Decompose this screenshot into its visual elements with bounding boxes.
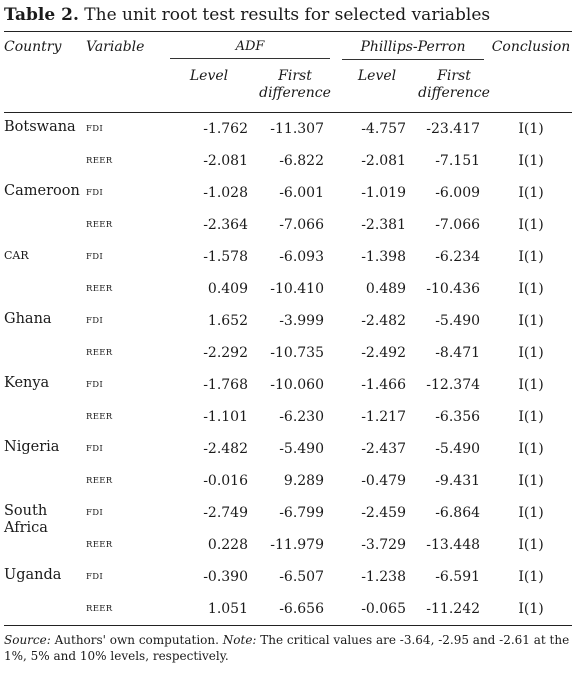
table-row bbox=[4, 497, 572, 529]
country-cell: CAR bbox=[4, 249, 29, 262]
variable-cell: FDI bbox=[86, 124, 103, 134]
adf-level-cell: -1.768 bbox=[203, 377, 248, 393]
adf-first-diff-cell: -6.093 bbox=[279, 249, 324, 265]
variable-cell: REER bbox=[86, 540, 113, 550]
table-row bbox=[4, 465, 572, 497]
table-body bbox=[4, 113, 572, 625]
country-cell: Kenya bbox=[4, 375, 50, 391]
adf-first-diff-cell: -6.822 bbox=[279, 153, 324, 169]
pp-first-diff-cell: -23.417 bbox=[426, 121, 481, 137]
conclusion-cell: I(1) bbox=[518, 377, 544, 393]
table-row bbox=[4, 177, 572, 209]
country-cell: Uganda bbox=[4, 567, 62, 583]
country-cell: South Africa bbox=[4, 503, 48, 536]
table-row bbox=[4, 529, 572, 561]
adf-first-diff-cell: -6.001 bbox=[279, 185, 324, 201]
header-adf: ADF bbox=[170, 35, 330, 59]
pp-first-diff-cell: -5.490 bbox=[435, 441, 481, 457]
conclusion-cell: I(1) bbox=[518, 569, 544, 585]
conclusion-cell: I(1) bbox=[518, 505, 544, 521]
conclusion-cell: I(1) bbox=[518, 217, 544, 233]
country-cell: Cameroon bbox=[4, 183, 80, 199]
variable-cell: FDI bbox=[86, 188, 103, 198]
table-row bbox=[4, 305, 572, 337]
table-row bbox=[4, 241, 572, 273]
table-label: Table 2. bbox=[4, 5, 79, 25]
header-adf-level: Level bbox=[189, 68, 229, 84]
conclusion-cell: I(1) bbox=[518, 537, 544, 553]
table-row bbox=[4, 113, 572, 145]
pp-first-diff-cell: -7.066 bbox=[435, 217, 481, 233]
adf-level-cell: -1.028 bbox=[203, 185, 248, 201]
conclusion-cell: I(1) bbox=[518, 185, 544, 201]
adf-first-diff-cell: -6.507 bbox=[279, 569, 324, 585]
header-conclusion: Conclusion bbox=[491, 39, 571, 55]
pp-level-cell: -2.081 bbox=[361, 153, 406, 169]
conclusion-cell: I(1) bbox=[518, 121, 544, 137]
pp-level-cell: -4.757 bbox=[361, 121, 406, 137]
note-text: The critical values are -3.64, -2.95 and -2.61 at the 1%, 5% and 10% levels, respectively. bbox=[4, 633, 570, 663]
adf-first-diff-cell: -11.307 bbox=[270, 121, 324, 137]
pp-level-cell: -0.065 bbox=[361, 601, 406, 617]
adf-first-diff-cell: -7.066 bbox=[279, 217, 324, 233]
pp-first-diff-cell: -11.242 bbox=[426, 601, 481, 617]
adf-level-cell: -1.762 bbox=[203, 121, 248, 137]
adf-level-cell: -0.016 bbox=[203, 473, 248, 489]
adf-first-diff-cell: -10.060 bbox=[270, 377, 324, 393]
pp-level-cell: -1.398 bbox=[361, 249, 406, 265]
pp-first-diff-cell: -6.009 bbox=[435, 185, 481, 201]
adf-first-diff-cell: -3.999 bbox=[279, 313, 324, 329]
header-adf-first-diff: First difference bbox=[259, 68, 331, 101]
variable-cell: FDI bbox=[86, 444, 103, 454]
pp-level-cell: -2.459 bbox=[361, 505, 406, 521]
header-country: Country bbox=[4, 39, 62, 55]
adf-level-cell: -1.101 bbox=[203, 409, 248, 425]
variable-cell: FDI bbox=[86, 252, 103, 262]
conclusion-cell: I(1) bbox=[518, 441, 544, 457]
variable-cell: REER bbox=[86, 156, 113, 166]
pp-first-diff-cell: -9.431 bbox=[435, 473, 481, 489]
source-text: Authors' own computation. bbox=[50, 633, 223, 647]
adf-level-cell: -2.292 bbox=[203, 345, 248, 361]
adf-level-cell: 0.228 bbox=[207, 537, 248, 553]
country-cell: Nigeria bbox=[4, 439, 60, 455]
header-pp-group bbox=[336, 32, 490, 62]
adf-first-diff-cell: -11.979 bbox=[270, 537, 324, 553]
pp-level-cell: -1.238 bbox=[361, 569, 406, 585]
header-adf-group bbox=[164, 32, 336, 62]
pp-first-diff-cell: -6.591 bbox=[435, 569, 481, 585]
conclusion-cell: I(1) bbox=[518, 153, 544, 169]
header-pp-level: Level bbox=[357, 68, 397, 84]
table-row bbox=[4, 369, 572, 401]
adf-level-cell: -2.081 bbox=[203, 153, 248, 169]
variable-cell: FDI bbox=[86, 316, 103, 326]
adf-first-diff-cell: -10.410 bbox=[270, 281, 324, 297]
conclusion-cell: I(1) bbox=[518, 313, 544, 329]
header-pp-first-diff: First difference bbox=[418, 68, 490, 101]
adf-first-diff-cell: -10.735 bbox=[270, 345, 324, 361]
pp-first-diff-cell: -13.448 bbox=[426, 537, 481, 553]
pp-first-diff-cell: -10.436 bbox=[426, 281, 481, 297]
variable-cell: REER bbox=[86, 412, 113, 422]
pp-first-diff-cell: -6.234 bbox=[435, 249, 481, 265]
conclusion-cell: I(1) bbox=[518, 249, 544, 265]
header-pp: Phillips-Perron bbox=[342, 35, 484, 60]
country-cell: Botswana bbox=[4, 119, 76, 135]
pp-level-cell: -2.437 bbox=[361, 441, 406, 457]
variable-cell: REER bbox=[86, 476, 113, 486]
conclusion-cell: I(1) bbox=[518, 409, 544, 425]
conclusion-cell: I(1) bbox=[518, 473, 544, 489]
pp-first-diff-cell: -5.490 bbox=[435, 313, 481, 329]
header-variable: Variable bbox=[86, 39, 145, 55]
table-caption bbox=[4, 4, 572, 28]
table-row bbox=[4, 273, 572, 305]
pp-level-cell: -1.217 bbox=[361, 409, 406, 425]
pp-first-diff-cell: -7.151 bbox=[435, 153, 481, 169]
variable-cell: REER bbox=[86, 284, 113, 294]
country-cell: Ghana bbox=[4, 311, 52, 327]
variable-cell: REER bbox=[86, 604, 113, 614]
table-row bbox=[4, 209, 572, 241]
pp-level-cell: -1.466 bbox=[361, 377, 406, 393]
pp-level-cell: -2.492 bbox=[361, 345, 406, 361]
pp-level-cell: -2.381 bbox=[361, 217, 406, 233]
pp-first-diff-cell: -8.471 bbox=[435, 345, 481, 361]
table-row bbox=[4, 593, 572, 625]
pp-level-cell: 0.489 bbox=[365, 281, 406, 297]
adf-level-cell: -0.390 bbox=[203, 569, 248, 585]
unit-root-table bbox=[4, 32, 572, 625]
conclusion-cell: I(1) bbox=[518, 281, 544, 297]
adf-level-cell: 0.409 bbox=[207, 281, 248, 297]
source-label: Source: bbox=[4, 633, 51, 647]
adf-level-cell: -2.749 bbox=[203, 505, 248, 521]
conclusion-cell: I(1) bbox=[518, 601, 544, 617]
pp-level-cell: -2.482 bbox=[361, 313, 406, 329]
note-label: Note: bbox=[222, 633, 257, 647]
pp-first-diff-cell: -6.356 bbox=[435, 409, 481, 425]
adf-level-cell: -2.482 bbox=[203, 441, 248, 457]
variable-cell: REER bbox=[86, 348, 113, 358]
adf-level-cell: 1.652 bbox=[207, 313, 248, 329]
adf-first-diff-cell: -6.656 bbox=[279, 601, 324, 617]
adf-level-cell: -2.364 bbox=[203, 217, 248, 233]
pp-first-diff-cell: -6.864 bbox=[435, 505, 481, 521]
adf-first-diff-cell: 9.289 bbox=[283, 473, 324, 489]
variable-cell: REER bbox=[86, 220, 113, 230]
adf-first-diff-cell: -6.230 bbox=[279, 409, 324, 425]
adf-first-diff-cell: -6.799 bbox=[279, 505, 324, 521]
header-row-sub bbox=[4, 62, 572, 113]
table-row bbox=[4, 401, 572, 433]
pp-first-diff-cell: -12.374 bbox=[426, 377, 481, 393]
table-row bbox=[4, 337, 572, 369]
header-row-groups bbox=[4, 32, 572, 62]
adf-first-diff-cell: -5.490 bbox=[279, 441, 324, 457]
adf-level-cell: 1.051 bbox=[207, 601, 248, 617]
adf-level-cell: -1.578 bbox=[203, 249, 248, 265]
table-note bbox=[4, 626, 572, 664]
pp-level-cell: -3.729 bbox=[361, 537, 406, 553]
conclusion-cell: I(1) bbox=[518, 345, 544, 361]
table-row bbox=[4, 145, 572, 177]
table-row bbox=[4, 433, 572, 465]
table-title: The unit root test results for selected variables bbox=[78, 5, 491, 25]
table-row bbox=[4, 561, 572, 593]
variable-cell: FDI bbox=[86, 508, 103, 518]
pp-level-cell: -1.019 bbox=[361, 185, 406, 201]
variable-cell: FDI bbox=[86, 572, 103, 582]
variable-cell: FDI bbox=[86, 380, 103, 390]
pp-level-cell: -0.479 bbox=[361, 473, 406, 489]
